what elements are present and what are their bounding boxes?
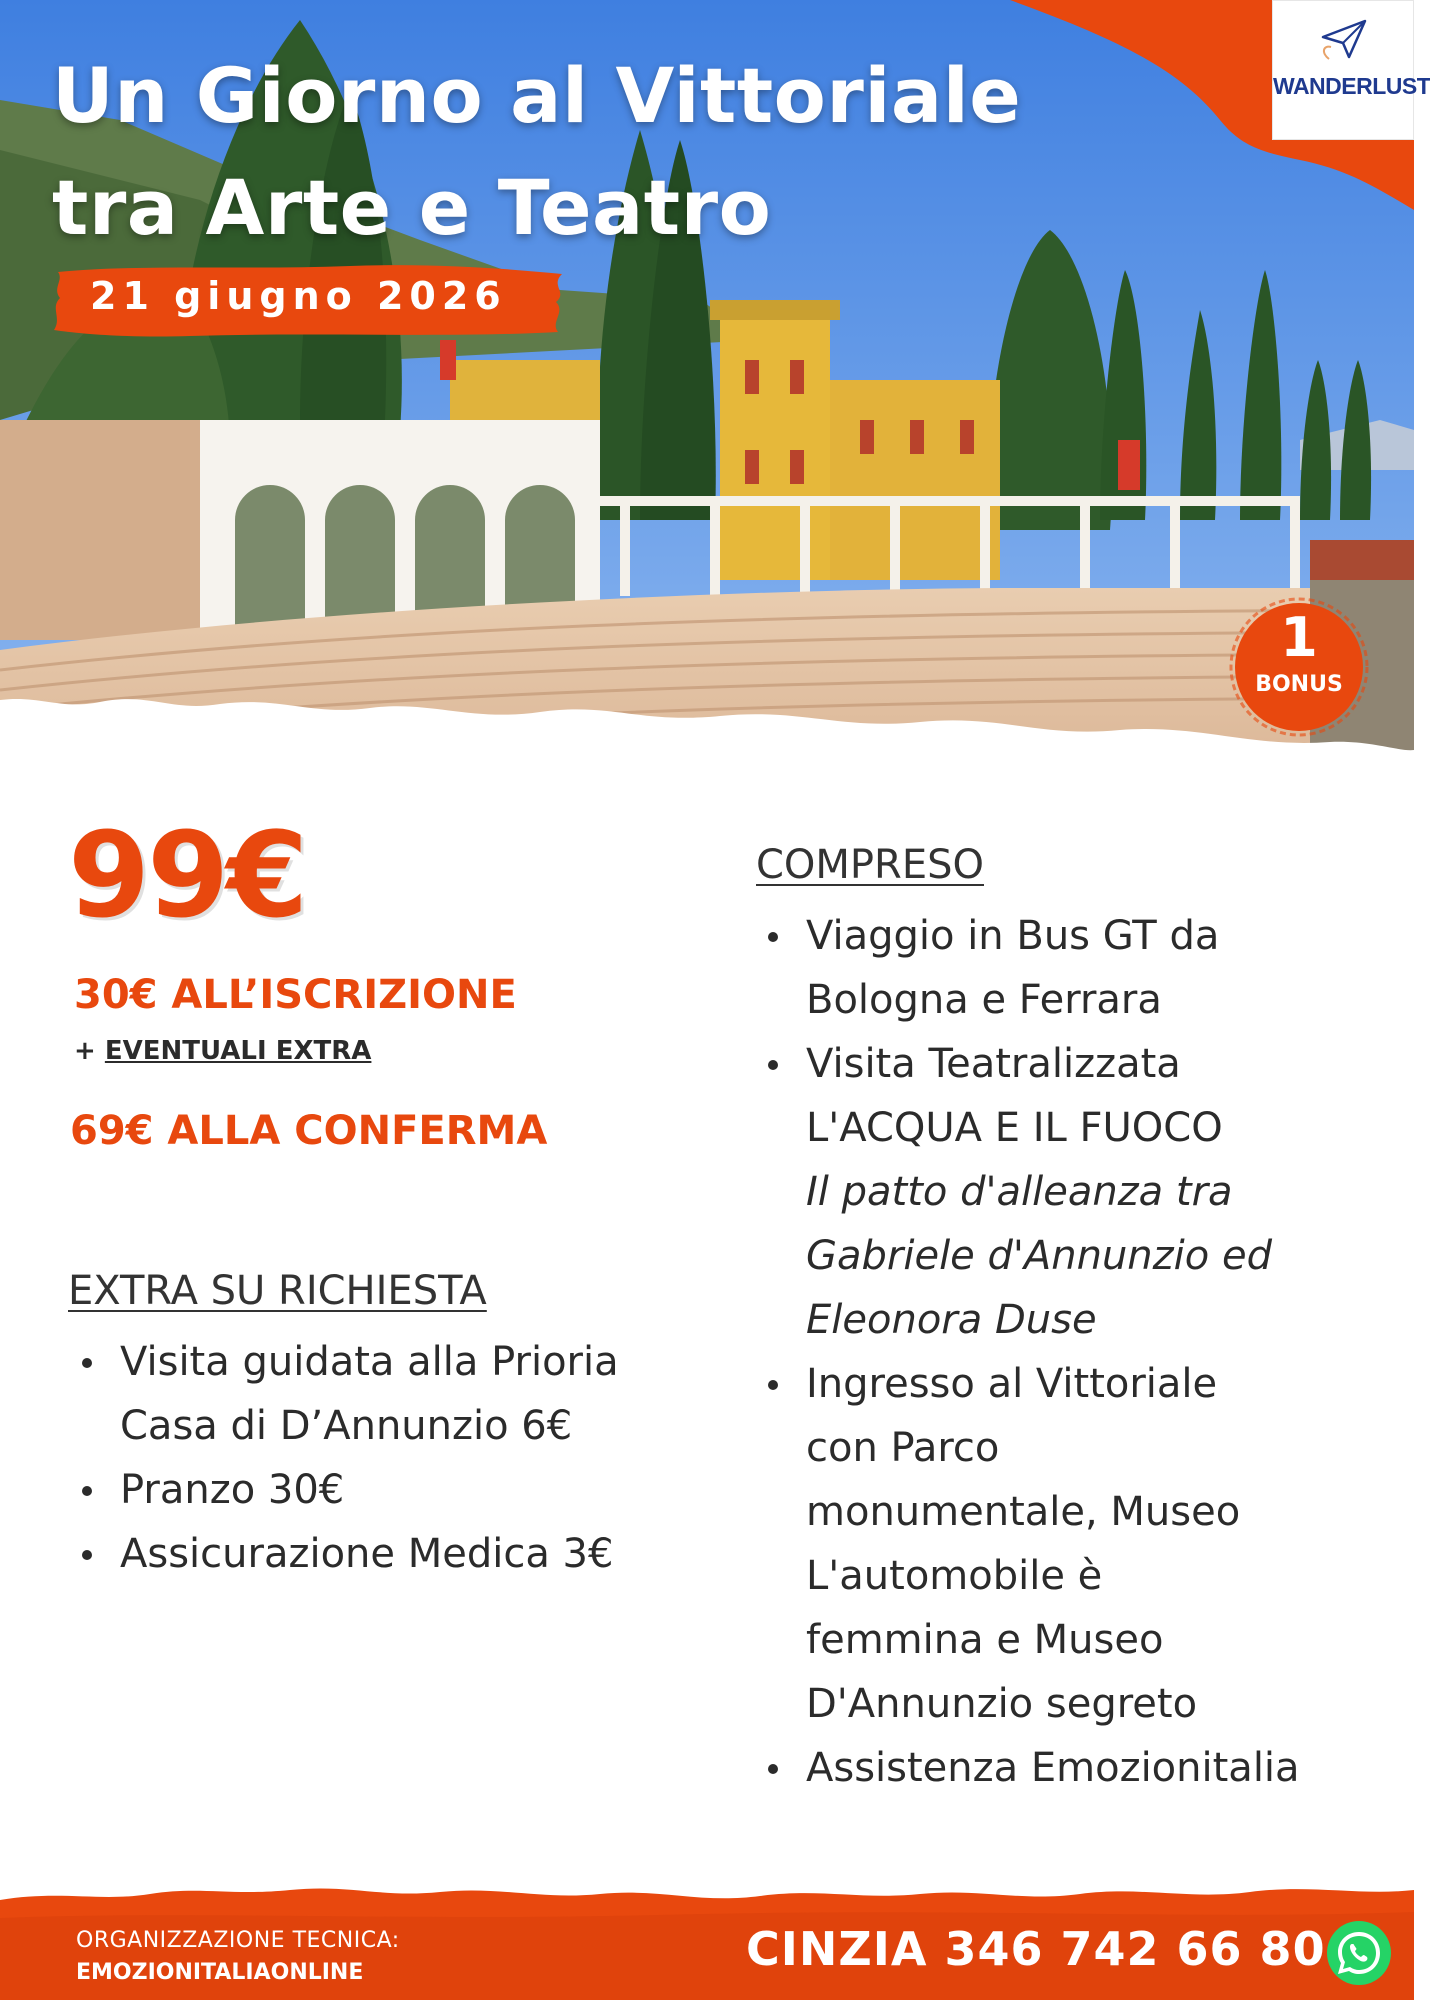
bonus-label: BONUS [1255, 672, 1343, 697]
extra-item-1-line-2: Casa di D’Annunzio 6€ [120, 1403, 573, 1449]
extra-item-1-line-1: Visita guidata alla Prioria [120, 1339, 619, 1385]
extras-heading: EXTRA SU RICHIESTA [68, 1268, 487, 1314]
title-line-2: tra Arte e Teatro [52, 163, 772, 252]
included-heading: COMPRESO [756, 842, 984, 888]
extra-note [74, 1036, 371, 1066]
included-line: femmina e Museo [806, 1617, 1164, 1663]
page-title [52, 40, 1021, 264]
balance-text: 69€ ALLA CONFERMA [70, 1108, 548, 1154]
included-line: L'automobile è [806, 1553, 1103, 1599]
extra-link[interactable]: EVENTUALI EXTRA [104, 1036, 372, 1066]
extras-list [70, 1330, 690, 1586]
wanderlust-logo [1272, 0, 1430, 140]
contact-phone[interactable]: CINZIA 346 742 66 80 [746, 1922, 1326, 1976]
included-line: Visita Teatralizzata [806, 1041, 1181, 1087]
extra-item-2: Pranzo 30€ [120, 1467, 345, 1513]
list-item [70, 1522, 690, 1586]
event-date: 21 giugno 2026 [90, 274, 507, 318]
list-item [756, 1032, 1376, 1352]
included-line: D'Annunzio segreto [806, 1681, 1198, 1727]
list-item [70, 1458, 690, 1522]
included-line: Assistenza Emozionitalia [806, 1745, 1300, 1791]
list-item [756, 1352, 1376, 1736]
bonus-number: 1 [1280, 606, 1318, 669]
list-item [756, 1736, 1376, 1800]
included-line: Viaggio in Bus GT da [806, 913, 1220, 959]
title-line-1: Un Giorno al Vittoriale [52, 51, 1022, 140]
bonus-badge [1226, 598, 1372, 736]
whatsapp-icon[interactable] [1324, 1918, 1394, 1988]
included-line: Bologna e Ferrara [806, 977, 1162, 1023]
extra-item-3: Assicurazione Medica 3€ [120, 1531, 614, 1577]
included-line: Ingresso al Vittoriale [806, 1361, 1218, 1407]
included-line: monumentale, Museo [806, 1489, 1241, 1535]
date-badge [50, 262, 570, 338]
included-italic-line: Il patto d'alleanza tra [806, 1169, 1233, 1215]
hero-section [0, 0, 1430, 800]
extra-plus: + [74, 1036, 96, 1066]
included-line: L'ACQUA E IL FUOCO [806, 1105, 1223, 1151]
organizer-name: EMOZIONITALIAONLINE [76, 1960, 364, 1985]
total-price: 99€ [68, 806, 306, 944]
paper-plane-icon [1319, 19, 1369, 63]
logo-text: WANDERLUST [1273, 73, 1430, 99]
included-list [756, 904, 1376, 1800]
list-item [70, 1330, 690, 1458]
deposit-text: 30€ ALL’ISCRIZIONE [74, 972, 517, 1018]
included-italic-line: Eleonora Duse [806, 1297, 1097, 1343]
included-line: con Parco [806, 1425, 1000, 1471]
organizer-label: ORGANIZZAZIONE TECNICA: [76, 1928, 400, 1953]
list-item [756, 904, 1376, 1032]
included-italic-line: Gabriele d'Annunzio ed [806, 1233, 1272, 1279]
